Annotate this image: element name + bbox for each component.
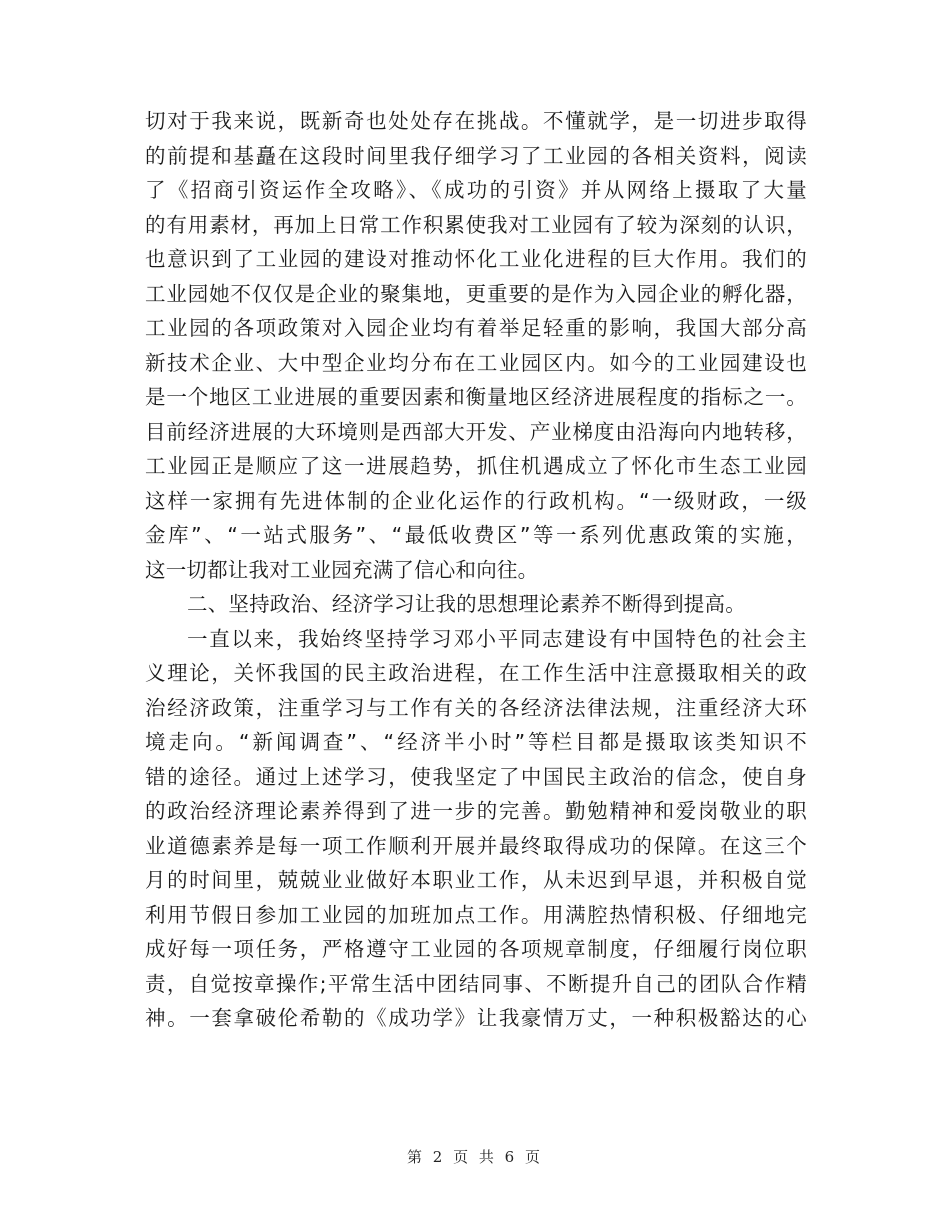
text-line: 工业园她不仅仅是企业的聚集地，更重要的是作为入园企业的孵化器，: [145, 281, 807, 306]
body-text: [145, 104, 807, 1036]
text-line: 金库”、“一站式服务”、“最低收费区”等一系列优惠政策的实施，: [145, 523, 807, 547]
text-line: 是一个地区工业进展的重要因素和衡量地区经济进展程度的指标之一。: [145, 385, 807, 409]
text-line: 工业园的各项政策对入园企业均有着举足轻重的影响，我国大部分高: [145, 316, 807, 340]
text-line: 错的途径。通过上述学习，使我坚定了中国民主政治的信念，使自身: [145, 764, 807, 789]
section-heading: 二、坚持政治、经济学习让我的思想理论素养不断得到提高。: [187, 592, 746, 616]
text-line: 责，自觉按章操作;平常生活中团结同事、不断提升自己的团队合作精: [145, 971, 807, 996]
text-line: 神。一套拿破伦希勒的《成功学》让我豪情万丈，一种积极豁达的心: [145, 1006, 807, 1030]
text-line: 的政治经济理论素养得到了进一步的完善。勤勉精神和爱岗敬业的职: [145, 799, 807, 823]
text-line: 的有用素材，再加上日常工作积累使我对工业园有了较为深刻的认识，: [145, 212, 807, 237]
text-line: 这样一家拥有先进体制的企业化运作的行政机构。“一级财政，一级: [145, 488, 807, 513]
text-line: 境走向。“新闻调查”、“经济半小时”等栏目都是摄取该类知识不: [145, 730, 807, 754]
text-line: 新技术企业、大中型企业均分布在工业园区内。如今的工业园建设也: [145, 350, 807, 375]
text-line: 成好每一项任务，严格遵守工业园的各项规章制度，仔细履行岗位职: [145, 937, 807, 961]
text-line: 义理论，关怀我国的民主政治进程，在工作生活中注意摄取相关的政: [145, 661, 807, 685]
text-line: 治经济政策，注重学习与工作有关的各经济法律法规，注重经济大环: [145, 695, 807, 720]
text-line: 业道德素养是每一项工作顺利开展并最终取得成功的保障。在这三个: [145, 833, 807, 858]
text-line: 切对于我来说，既新奇也处处存在挑战。不懂就学，是一切进步取得: [145, 109, 807, 133]
text-line: 月的时间里，兢兢业业做好本职业工作，从未迟到早退，并积极自觉: [145, 868, 807, 892]
text-line: 的前提和基矗在这段时间里我仔细学习了工业园的各相关资料，阅读: [145, 143, 807, 168]
page-number: 第 2 页 共 6 页: [407, 1148, 543, 1166]
text-line: 了《招商引资运作全攻略》、《成功的引资》并从网络上摄取了大量: [145, 178, 807, 202]
text-line: 工业园正是顺应了这一进展趋势，抓住机遇成立了怀化市生态工业园: [145, 454, 807, 478]
text-line: 也意识到了工业园的建设对推动怀化工业化进程的巨大作用。我们的: [145, 247, 807, 271]
text-line: 一直以来，我始终坚持学习邓小平同志建设有中国特色的社会主: [187, 626, 807, 651]
text-line: 目前经济进展的大环境则是西部大开发、产业梯度由沿海向内地转移，: [145, 419, 807, 444]
text-line: 这一切都让我对工业园充满了信心和向往。: [145, 557, 539, 582]
text-line: 利用节假日参加工业园的加班加点工作。用满腔热情积极、仔细地完: [145, 902, 807, 927]
